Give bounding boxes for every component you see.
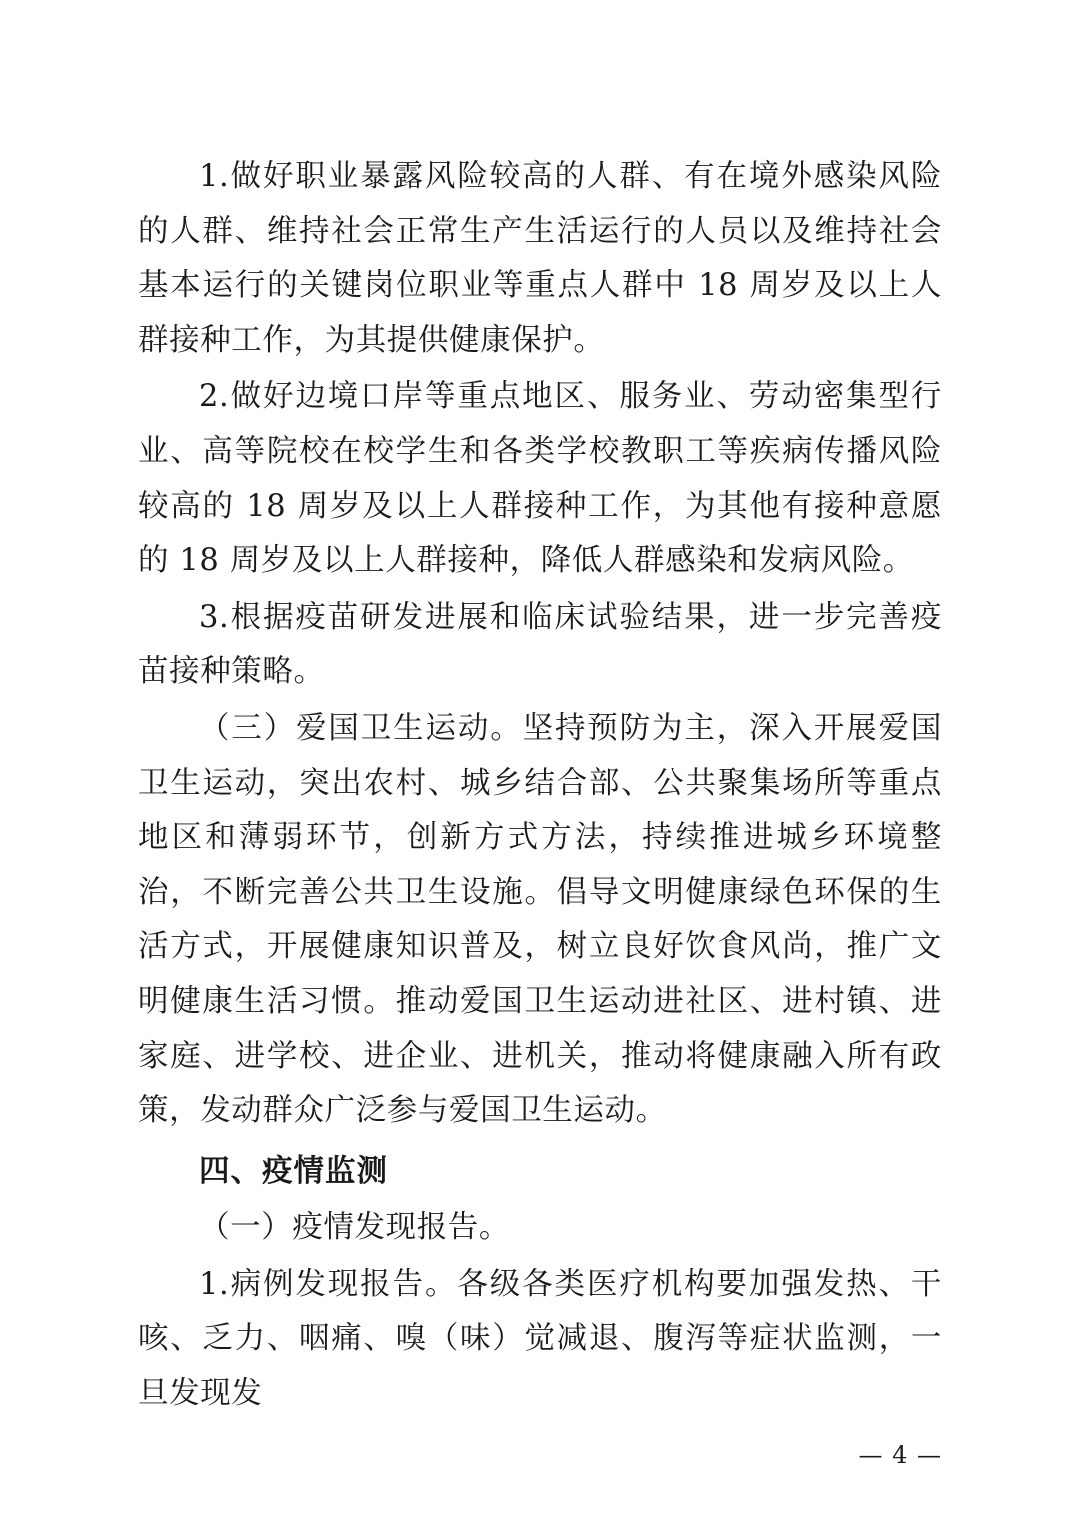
- subsection-heading-discovery-report: （一）疫情发现报告。: [199, 1210, 510, 1246]
- paragraph-case-discovery-report: 1.病例发现报告。各级各类医疗机构要加强发热、干咳、乏力、咽痛、嗅（味）觉减退、腹泻等症状监测，一旦发现发: [138, 1266, 942, 1412]
- paragraph-patriotic-health-campaign: （三）爱国卫生运动。坚持预防为主，深入开展爱国卫生运动，突出农村、城乡结合部、公共聚集场所等重点地区和薄弱环节，创新方式方法，持续推进城乡环境整治，不断完善公共卫生设施。倡导文明健康绿色环保的生活方式，开展健康知识普及，树立良好饮食风尚，推广文明健康生活习惯。推动爱国卫生运动进社区、进村镇、进家庭、进学校、进企业、进机关，推动将健康融入所有政策，发动群众广泛参与爱国卫生运动。: [138, 710, 942, 1129]
- paragraph-item-3: 3.根据疫苗研发进展和临床试验结果，进一步完善疫苗接种策略。: [138, 599, 942, 690]
- page-number: — 4 —: [858, 1441, 942, 1469]
- paragraph-item-2: 2.做好边境口岸等重点地区、服务业、劳动密集型行业、高等院校在校学生和各类学校教职工等疾病传播风险较高的 18 周岁及以上人群接种工作，为其他有接种意愿的 18 周岁及以上人群接种，降低人群感染和发病风险。: [138, 379, 942, 579]
- section-heading-epidemic-monitoring: 四、疫情监测: [199, 1153, 388, 1189]
- paragraph-item-1: 1.做好职业暴露风险较高的人群、有在境外感染风险的人群、维持社会正常生产生活运行的人员以及维持社会基本运行的关键岗位职业等重点人群中 18 周岁及以上人群接种工作，为其提供健康保护。: [138, 159, 942, 358]
